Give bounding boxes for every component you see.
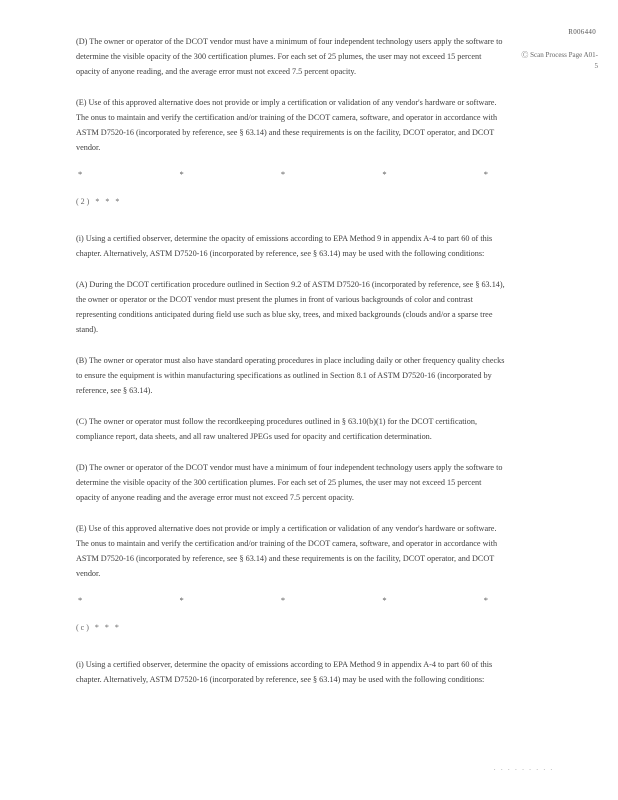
paragraph: (D) The owner or operator of the DCOT vendor must have a minimum of four independent technology users apply the software to determine the visible opacity of the 300 certification plumes. For each set of 25 plumes, the user may not exceed 15 percent opacity of anyone reading, and the average error must not exceed 7.5 percent opacity. <box>76 37 503 76</box>
paragraph: (B) The owner or operator must also have standard operating procedures in place including daily or other frequency quality checks to ensure the equipment is within manufacturing specifications as outlined in Section 8.1 of ASTM D7520-16 (incorporated by reference, see § 63.14). <box>76 356 505 395</box>
omitted-section-marker: (c) * * * <box>76 623 121 632</box>
star-marker: * <box>280 169 286 179</box>
paragraph: (i) Using a certified observer, determine the opacity of emissions according to EPA Method 9 in appendix A-4 to part 60 of this chapter. Alternatively, ASTM D7520-16 (incorporated by reference, see § 63.14) may be used with the following conditions: <box>76 660 493 684</box>
paragraph: (C) The owner or operator must follow the recordkeeping procedures outlined in § 63.10(b)(1) for the DCOT certification, compliance report, data sheets, and all raw unaltered JPEGs used for opacity and certification determination. <box>76 417 477 441</box>
star-marker: * <box>382 595 387 605</box>
paragraph: (i) Using a certified observer, determine the opacity of emissions according to EPA Method 9 in appendix A-4 to part 60 of this chapter. Alternatively, ASTM D7520-16 (incorporated by reference, see § 63.14) may be used with the following conditions: <box>76 234 493 258</box>
document-body <box>76 34 506 703</box>
star-marker: * <box>483 595 488 605</box>
paragraph: (A) During the DCOT certification procedure outlined in Section 9.2 of ASTM D7520-16 (incorporated by reference, see § 63.14), the owner or operator or the DCOT vendor must present the plumes in front of various backgrounds of color and contrast representing conditions anticipated during field use such as blue sky, trees, and mixed backgrounds (clouds and/or a sparse tree stand). <box>76 280 505 334</box>
footer-marks: · · · · · · · · · <box>493 766 554 774</box>
star-marker: * <box>78 595 83 605</box>
star-marker: * <box>179 595 184 605</box>
section-break-stars <box>76 167 488 182</box>
star-marker: * <box>483 169 488 179</box>
star-marker: * <box>280 595 286 605</box>
omitted-section-marker: (2) * * * <box>76 197 122 206</box>
paragraph: (D) The owner or operator of the DCOT vendor must have a minimum of four independent technology users apply the software to determine the visible opacity of the 300 certification plumes. For each set of 25 plumes, the user may not exceed 15 percent opacity of anyone reading and the average error must not exceed 7.5 percent opacity. <box>76 463 503 502</box>
section-break-stars <box>76 593 488 608</box>
star-marker: * <box>78 169 83 179</box>
paragraph: (E) Use of this approved alternative does not provide or imply a certification or validation of any vendor's hardware or software. The onus to maintain and verify the certification and/or training of the DCOT camera, software, and operator in accordance with ASTM D7520-16 (incorporated by reference, see § 63.14) and these requirements is on the facility, DCOT operator, and DCOT vendor. <box>76 98 498 152</box>
star-marker: * <box>382 169 387 179</box>
document-id: R006440 <box>568 28 596 36</box>
paragraph: (E) Use of this approved alternative does not provide or imply a certification or validation of any vendor's hardware or software. The onus to maintain and verify the certification and/or training of the DCOT camera, software, and operator in accordance with ASTM D7520-16 (incorporated by reference, see § 63.14) and these requirements is on the facility, DCOT operator, and DCOT vendor. <box>76 524 498 578</box>
margin-annotation: Ⓒ Scan Process Page A01-5 <box>521 51 598 70</box>
star-marker: * <box>179 169 184 179</box>
